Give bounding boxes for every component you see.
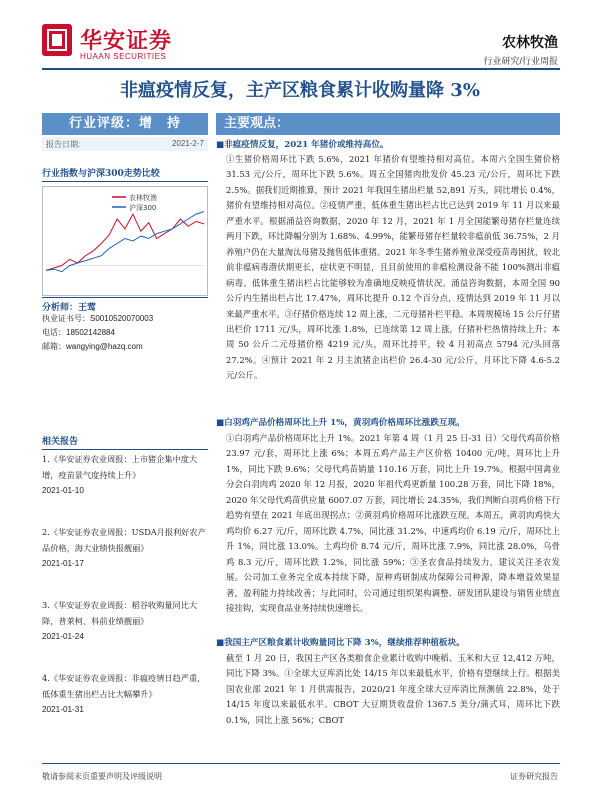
logo-text-cn: 华安证券: [80, 28, 173, 54]
section-heading-poultry: ■白羽鸡产品价格周环比上升 1%，黄羽鸡价格周环比涨跌互现。: [216, 418, 465, 428]
report-type: 行业研究/行业周报: [483, 56, 558, 66]
analyst-phone: 电话：18502142884: [42, 328, 115, 337]
industry-rating: [42, 113, 208, 135]
trend-chart-svg: [42, 186, 208, 296]
related-report-title: 3.《华安证券农业周报：稻谷收购量同比大降，普莱柯、科前业绩靓丽》: [42, 600, 198, 626]
logo-text-en: HUAAN SECURITIES: [80, 52, 167, 61]
footer-disclaimer: 敬请参阅末页重要声明及评级说明: [42, 772, 162, 781]
analyst-license: 执业证书号：S0010520070003: [42, 314, 154, 323]
footer-divider: [42, 763, 560, 764]
key-points-heading: 主要观点：: [216, 113, 560, 135]
rating-value: 增 持: [139, 116, 182, 131]
related-report-date: 2021-01-31: [42, 705, 84, 714]
related-report-item[interactable]: [42, 598, 208, 645]
legend-label: 沪深300: [129, 204, 157, 212]
legend-label: 农林牧渔: [129, 194, 157, 202]
related-report-date: 2021-01-10: [42, 486, 84, 495]
header-divider: [42, 68, 560, 70]
related-report-item[interactable]: [42, 525, 208, 572]
analyst-heading: 分析师：王莺: [42, 297, 208, 313]
related-report-title: 2.《华安证券农业周报：USDA月报利好农产品价格，海大业绩快报靓丽》: [42, 527, 206, 553]
report-title: 非瘟疫情反复，主产区粮食累计收购量降 3%: [120, 80, 480, 101]
paragraph-hog: ①生猪价格周环比下跌 5.6%，2021 年猪价有望维持相对高位。本周六全国生猪价格 31.53 元/公斤，周环比下跌 5.6%。周五全国猪肉批发价 45.23 元/公斤，周环比下跌 2.5%。据我们近期推算，预计 2021 年我国生猪出栏量 52,891 万头，同比增长 0.4%，猪价有望维持相对高位。②疫情严重，低体重生猪出栏占比已达到 2019 年 11 月以来最严重水平。根据涌益咨询数据，2020 年 12 月，2021 年 1 月全国能繁母猪存栏量连续两月下跌，环比降幅分别为 1.68%、4.99%，能繁母猪存栏量较非瘟前低 36.75%，2 月养殖户仍在大量淘汰母猪及抛售低体重猪。2021 年冬季生猪养殖业深受疫苗毒困扰，较北前非瘟病毒潜伏期更长，症状更不明显，且目前使用的非瘟检测设备不能 100%测出非瘟病毒。低体重生猪出栏占比能够较为准确地反映疫情状况。涌益咨询数据，本周全国 90 公斤内生猪出栏占比 17.47%，周环比提升 0.12 个百分点，疫情达到 2019 年 11 月以来最严重水平。③仔猪价格连续 12 周上涨，二元母猪补栏平稳。本周规模场 15 公斤仔猪出栏价 1711 元/头，周环比涨 1.8%，已连续第 12 周上涨，仔猪补栏热情持续上升；本周 50 公斤二元母猪价格 4219 元/头，周环比持平，较 4 月初高点 5794 元/头回落 27.2%。④预计 2021 年 2 月主流猪企出栏价 26.4-30 元/公斤，月环比下降 4.6-5.2 元/公斤。: [226, 154, 560, 381]
related-report-date: 2021-01-24: [42, 632, 84, 641]
rating-label: 行业评级：: [68, 116, 139, 131]
paragraph-grain: 截至 1 月 20 日，我国主产区各类粮食企业累计收购中晚稻、玉米和大豆 12,412 万吨，同比下降 3%。①全球大豆库消比处 14/15 年以来最低水平，价格有望继续上行。根据美国农业部 2021 年 1 月供需报告，2020/21 年度全球大豆库消比预测值 22.8%，处于 14/15 年度以来最低水平。CBOT 大豆期货收盘价 1367.5 美分/蒲式耳，周环比下跌 0.1%，同比上涨 56%；CBOT: [226, 653, 560, 725]
chart-title: 行业指数与沪深300走势比较: [42, 166, 208, 182]
related-report-date: 2021-01-17: [42, 559, 84, 568]
related-report-title: 4.《华安证券农业周报：非瘟疫情日趋严重，低体重生猪出栏占比大幅攀升》: [42, 673, 206, 699]
related-report-title: 1.《华安证券农业周报：上市猪企集中度大增，疫苗景气度持续上升》: [42, 454, 198, 480]
related-report-item[interactable]: [42, 452, 208, 499]
report-date-row: [42, 137, 208, 151]
index-trend-chart: [42, 186, 208, 296]
related-reports-heading: 相关报告: [42, 434, 208, 450]
analyst-email: 邮箱：wangying@hazq.com: [42, 342, 143, 351]
related-report-item[interactable]: [42, 671, 208, 718]
industry-name: 农林牧渔: [502, 35, 558, 51]
chart-frame: [43, 187, 208, 296]
report-date-label: 报告日期:: [46, 140, 81, 149]
huaan-logo-seal: [42, 24, 72, 56]
report-date: 2021-2-7: [171, 139, 204, 148]
section-heading-hog: ■非瘟疫情反复，2021 年猪价或维持高位。: [216, 140, 389, 150]
paragraph-poultry: ①白羽鸡产品价格周环比上升 1%。2021 年第 4 周（1 月 25 日-31 日）父母代鸡苗价格 23.97 元/套，周环比上涨 6%；本周五鸡产品主产区价格 10400 元/吨，周环比上升 1%，同比下跌 9.6%；父母代鸡苗销量 110.16 万套，同比上升 19.7%。根据中国禽业分会白羽肉鸡 2020 年 12 月报，2020 年祖代鸡更新量 100.28 万套，同比下降 18%，2020 年父母代鸡苗供应量 6007.07 万套，同比增长 24.35%，我们判断白羽鸡价格下行趋势有望在 2021 年底出现拐点；②黄羽鸡价格周环比涨跌互现。本周五，黄羽肉鸡快大鸡均价 6.27 元/斤，周环比跌 4.7%，同比涨 31.2%，中速鸡均价 6.19 元/斤，周环比上升 1%，同比涨 13.0%。土鸡均价 8.74 元/斤，周环比涨 7.9%，同比涨 28.0%，乌骨鸡 8.3 元/斤，周环比跌 1.2%，同比涨 59%；③圣农食品持续发力，建议关注圣农发展。公司加工业务完全成本持续下降，原种鸡研制成功保障公司种源，降本增益效果显著，盈利能力持续改善；与此同时，公司通过组织架构调整、研发团队建设与销售业绩直接挂钩，实现食品业务持续快速增长。: [226, 433, 560, 613]
footer-report-type: 证券研究报告: [510, 772, 558, 781]
section-heading-grain: ■我国主产区粮食累计收购量同比下降 3%，继续推荐种植板块。: [216, 638, 465, 648]
